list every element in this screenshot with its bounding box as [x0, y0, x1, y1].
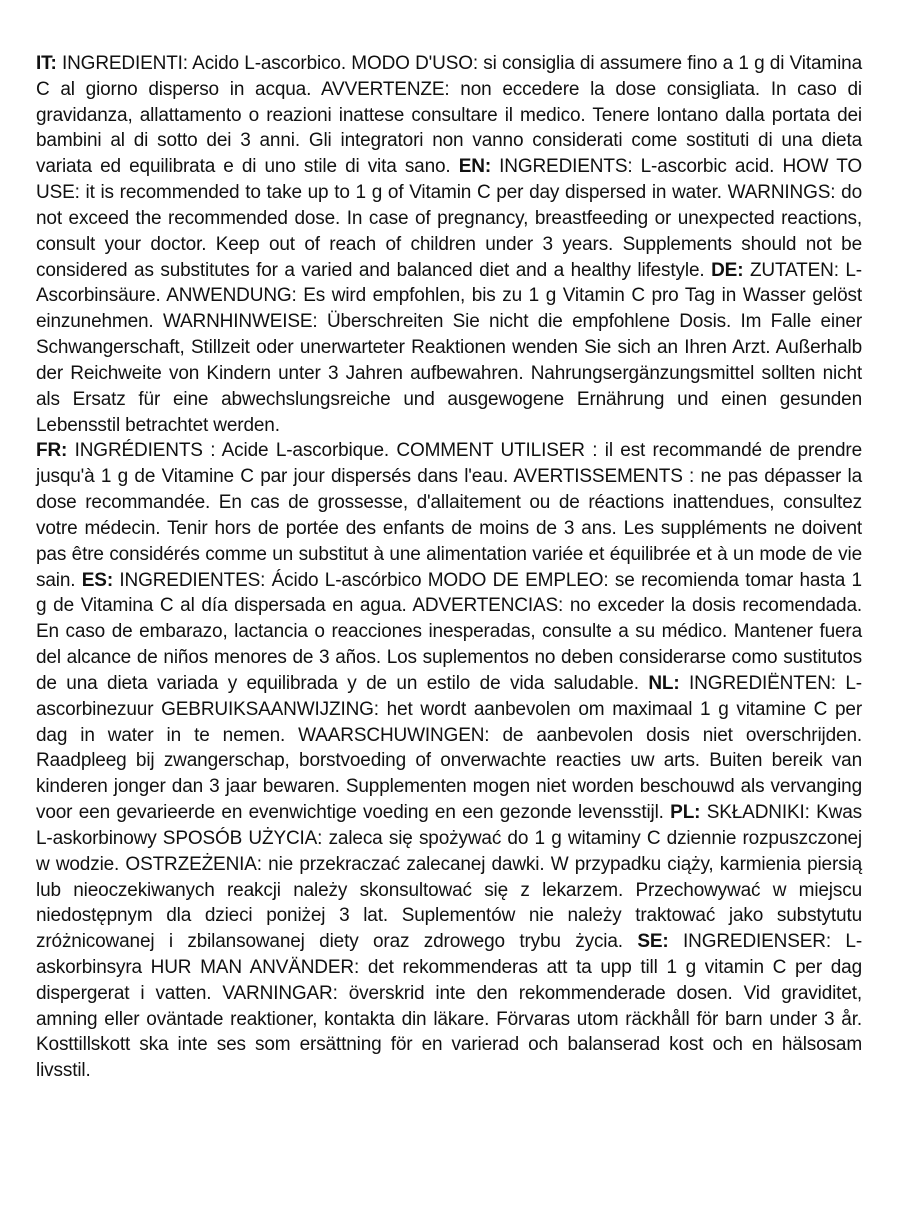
- lang-code-fr: FR:: [36, 440, 68, 462]
- label-text-it: INGREDIENTI: Acido L-ascorbico. MODO D'USO: si consiglia di assumere fino a 1 g di Vitamina C al giorno disperso in acqua. AVVERTENZE: non eccedere la dose consigliata. In caso di gravidanza, allattamento o reazioni inattese consultare il medico. Tenere lontano dalla portata dei bambini al di sotto dei 3 anni. Gli integratori non vanno considerati come sostituti di una dieta variata ed equilibrata e di uno stile di vita sano.: [36, 53, 862, 178]
- label-text-nl: INGREDIËNTEN: L-ascorbinezuur GEBRUIKSAANWIJZING: het wordt aanbevolen om maximaal 1 g vitamine C per dag in water in te nemen. WAARSCHUWINGEN: de aanbevolen dosis niet overschrijden. Raadpleeg bij zwangerschap, borstvoeding of onverwachte reacties uw arts. Buiten bereik van kinderen jonger dan 3 jaar bewaren. Supplementen mogen niet worden beschouwd als vervanging voor een gevarieerde en evenwichtige voeding en een gezonde levensstijl.: [36, 672, 862, 824]
- label-paragraph-2: [36, 438, 862, 1084]
- label-text-pl: SKŁADNIKI: Kwas L-askorbinowy SPOSÓB UŻYCIA: zaleca się spożywać do 1 g witaminy C dziennie rozpuszczonej w wodzie. OSTRZEŻENIA: nie przekraczać zalecanej dawki. W przypadku ciąży, karmienia piersią lub nieoczekiwanych reakcji należy skonsultować się z lekarzem. Przechowywać w miejscu niedostępnym dla dzieci poniżej 3 lat. Suplementów nie należy traktować jako substytutu zróżnicowanej i zbilansowanej diety oraz zdrowego trybu życia.: [36, 802, 862, 953]
- label-text-en: INGREDIENTS: L-ascorbic acid. HOW TO USE: it is recommended to take up to 1 g of Vitamin C per day dispersed in water. WARNINGS: do not exceed the recommended dose. In case of pregnancy, breastfeeding or unexpected reactions, consult your doctor. Keep out of reach of children under 3 years. Supplements should not be considered as substitutes for a varied and balanced diet and a healthy lifestyle.: [36, 156, 862, 281]
- label-paragraph-1: [36, 51, 862, 438]
- label-text-es: INGREDIENTES: Ácido L-ascórbico MODO DE EMPLEO: se recomienda tomar hasta 1 g de Vitamina C al día dispersada en agua. ADVERTENCIAS: no exceder la dosis recomendada. En caso de embarazo, lactancia o reacciones inesperadas, consulte a su médico. Mantener fuera del alcance de niños menores de 3 años. Los suplementos no deben considerarse como sustitutos de una dieta variada y equilibrada y de un estilo de vida saludable.: [36, 569, 862, 694]
- lang-code-nl: NL:: [648, 672, 680, 694]
- label-text-fr: INGRÉDIENTS : Acide L-ascorbique. COMMENT UTILISER : il est recommandé de prendre jusqu'à 1 g de Vitamine C par jour dispersés dans l'eau. AVERTISSEMENTS : ne pas dépasser la dose recommandée. En cas de grossesse, d'allaitement ou de réactions inattendues, consultez votre médecin. Tenir hors de portée des enfants de moins de 3 ans. Les suppléments ne doivent pas être considérés comme un substitut à une alimentation variée et équilibrée et à un mode de vie sain.: [36, 440, 862, 591]
- multilingual-label-text: [36, 51, 862, 1084]
- lang-code-es: ES:: [81, 569, 114, 591]
- lang-code-pl: PL:: [670, 802, 701, 824]
- lang-code-en: EN:: [458, 156, 491, 178]
- label-text-de: ZUTATEN: L-Ascorbinsäure. ANWENDUNG: Es wird empfohlen, bis zu 1 g Vitamin C pro Tag in Wasser gelöst einzunehmen. WARNHINWEISE: Überschreiten Sie nicht die empfohlene Dosis. Im Falle einer Schwangerschaft, Stillzeit oder unerwarteter Reaktionen wenden Sie sich an Ihren Arzt. Außerhalb der Reichweite von Kindern unter 3 Jahren aufbewahren. Nahrungsergänzungsmittel sollten nicht als Ersatz für eine abwechslungsreiche und ausgewogene Ernährung und einen gesunden Lebensstil betrachtet werden.: [36, 259, 862, 436]
- lang-code-it: IT:: [36, 53, 57, 74]
- label-text-se: INGREDIENSER: L-askorbinsyra HUR MAN ANVÄNDER: det rekommenderas att ta upp till 1 g vitamin C per dag dispergerat i vatten. VARNINGAR: överskrid inte den rekommenderade dosen. Vid graviditet, amning eller oväntade reaktioner, kontakta din läkare. Förvaras utom räckhåll för barn under 3 år. Kosttillskott ska inte ses som ersättning för en varierad och balanserad kost och en hälsosam livsstil.: [36, 931, 862, 1082]
- lang-code-se: SE:: [637, 931, 669, 953]
- lang-code-de: DE:: [711, 259, 744, 281]
